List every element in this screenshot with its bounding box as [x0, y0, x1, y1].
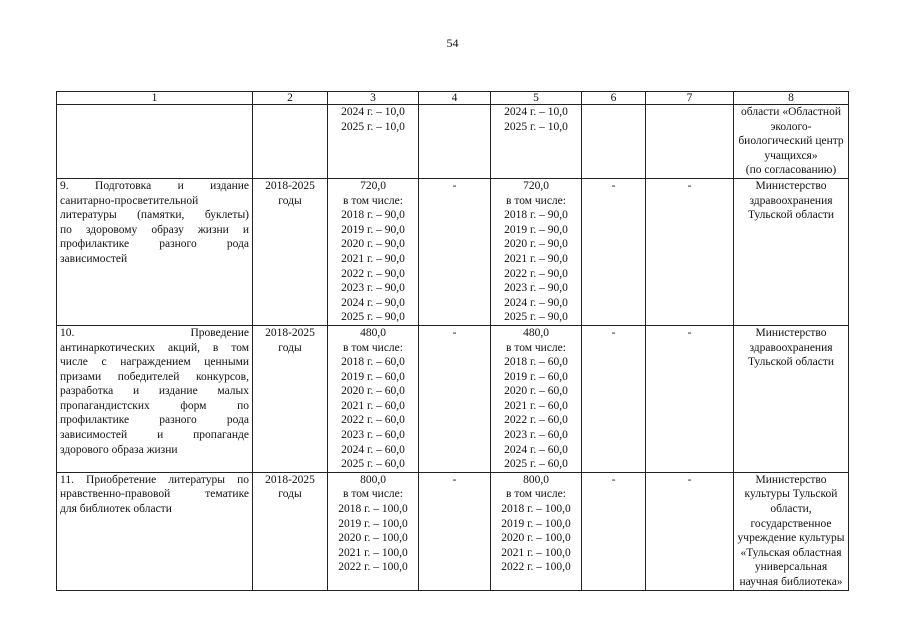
description-line: зависимостей и пропаганде [60, 429, 249, 442]
funding-line: в том числе: [506, 341, 566, 354]
regional-budget-cell [491, 472, 582, 590]
description-line: нравственно-правовой тематике [60, 488, 249, 501]
executor-line: (по согласованию) [745, 164, 837, 177]
funding-line: 2019 г. – 60,0 [504, 370, 568, 383]
funding-line: 480,0 [523, 326, 549, 339]
funding-line: 720,0 [360, 179, 386, 192]
description-line: здорового образа жизни [60, 443, 178, 456]
description-line: 10. Проведение [60, 326, 249, 339]
table-row [57, 472, 849, 590]
funding-line: 2022 г. – 60,0 [341, 414, 405, 427]
column-header: 5 [491, 92, 582, 105]
funding-line: 2022 г. – 100,0 [501, 561, 571, 574]
funding-line: 2025 г. – 90,0 [504, 311, 568, 324]
executor-line: здравоохранения [749, 194, 833, 207]
description-line: антинаркотических акций, в том [60, 341, 249, 354]
column-header: 7 [646, 92, 734, 105]
funding-line: 2020 г. – 60,0 [341, 385, 405, 398]
executor-line: Министерство [755, 326, 827, 339]
description-line: профилактике разного рода [60, 238, 249, 251]
funding-line: 2021 г. – 60,0 [341, 399, 405, 412]
activity-description [57, 178, 253, 325]
funding-line: 2025 г. – 10,0 [504, 120, 568, 133]
column-header: 8 [734, 92, 849, 105]
description-line: 11. Приобретение литературы по [60, 473, 249, 486]
description-line: для библиотек области [60, 503, 172, 516]
funding-line: 2023 г. – 90,0 [341, 282, 405, 295]
funding-line: в том числе: [506, 488, 566, 501]
funding-line: 2018 г. – 90,0 [504, 209, 568, 222]
executor-line: учреждение культуры [737, 532, 845, 545]
municipal-budget-cell: - [582, 325, 646, 472]
funding-line: 2021 г. – 100,0 [501, 546, 571, 559]
regional-budget-cell [491, 105, 582, 179]
executor-line: области, [770, 503, 812, 516]
federal-budget-cell: - [419, 178, 491, 325]
description-line: числе с награждением ценными [60, 356, 249, 369]
executor-cell [734, 472, 849, 590]
executor-line: Тульской области [747, 356, 834, 369]
funding-line: 2022 г. – 90,0 [341, 267, 405, 280]
executor-line: Тульской области [747, 209, 834, 222]
column-header: 4 [419, 92, 491, 105]
funding-line: 2025 г. – 90,0 [341, 311, 405, 324]
executor-line: культуры Тульской [744, 488, 838, 501]
municipal-budget-cell: - [582, 472, 646, 590]
funding-line: 2020 г. – 100,0 [338, 532, 408, 545]
funding-line: 2022 г. – 60,0 [504, 414, 568, 427]
funding-line: 2021 г. – 90,0 [341, 252, 405, 265]
funding-line: 2024 г. – 90,0 [341, 296, 405, 309]
description-line: призами победителей конкурсов, [60, 370, 249, 383]
funding-line: в том числе: [343, 341, 403, 354]
funding-line: 2019 г. – 100,0 [501, 517, 571, 530]
activity-description [57, 472, 253, 590]
funding-line: в том числе: [343, 488, 403, 501]
funding-line: 2020 г. – 60,0 [504, 385, 568, 398]
municipal-budget-cell [582, 105, 646, 179]
executor-line: Министерство [755, 473, 827, 486]
funding-line: 2023 г. – 90,0 [504, 282, 568, 295]
extra-budget-cell: - [646, 325, 734, 472]
funding-line: 2025 г. – 60,0 [341, 458, 405, 471]
funding-line: 720,0 [523, 179, 549, 192]
funding-line: 2023 г. – 60,0 [504, 429, 568, 442]
funding-line: 800,0 [523, 473, 549, 486]
federal-budget-cell: - [419, 472, 491, 590]
funding-line: 2021 г. – 60,0 [504, 399, 568, 412]
table-row [57, 178, 849, 325]
description-line: литературы (памятки, буклеты) [60, 209, 249, 222]
funding-line: 2024 г. – 60,0 [504, 443, 568, 456]
funding-line: 2018 г. – 100,0 [501, 503, 571, 516]
funding-line: 2024 г. – 60,0 [341, 443, 405, 456]
period-cell: 2018-2025 годы [253, 178, 328, 325]
period-cell: 2018-2025 годы [253, 325, 328, 472]
executor-line: учащихся» [764, 149, 818, 162]
description-line: зависимостей [60, 252, 128, 265]
executor-line: биологический центр [738, 135, 844, 148]
funding-line: 480,0 [360, 326, 386, 339]
executor-line: области «Областной [741, 106, 841, 118]
funding-line: 2018 г. – 90,0 [341, 209, 405, 222]
funding-line: 2022 г. – 100,0 [338, 561, 408, 574]
municipal-budget-cell: - [582, 178, 646, 325]
extra-budget-cell [646, 105, 734, 179]
column-header: 2 [253, 92, 328, 105]
funding-line: 2022 г. – 90,0 [504, 267, 568, 280]
funding-line: 2025 г. – 10,0 [341, 120, 405, 133]
funding-line: 2020 г. – 100,0 [501, 532, 571, 545]
executor-line: Министерство [755, 179, 827, 192]
activity-description [57, 105, 253, 179]
executor-cell [734, 178, 849, 325]
executor-cell [734, 105, 849, 179]
executor-line: здравоохранения [749, 341, 833, 354]
funding-line: в том числе: [343, 194, 403, 207]
regional-budget-cell [491, 325, 582, 472]
funding-line: 2020 г. – 90,0 [341, 238, 405, 251]
description-line: 9. Подготовка и издание [60, 179, 249, 192]
funding-line: 2018 г. – 100,0 [338, 503, 408, 516]
description-line: профилактике разного рода [60, 414, 249, 427]
executor-cell [734, 325, 849, 472]
table-row [57, 105, 849, 179]
description-line: разработка и издание малых [60, 385, 249, 398]
funding-line: 2018 г. – 60,0 [341, 356, 405, 369]
funding-line: 2021 г. – 100,0 [338, 546, 408, 559]
page-number: 54 [446, 36, 459, 50]
program-table [56, 91, 849, 591]
funding-line: 2018 г. – 60,0 [504, 356, 568, 369]
funding-line: 2019 г. – 90,0 [341, 223, 405, 236]
extra-budget-cell: - [646, 178, 734, 325]
period-cell [253, 105, 328, 179]
description-line: пропагандистских форм по [60, 399, 249, 412]
funding-line: 2020 г. – 90,0 [504, 238, 568, 251]
column-header: 6 [582, 92, 646, 105]
regional-budget-cell [491, 178, 582, 325]
description-line: по здоровому образу жизни и [60, 223, 249, 236]
funding-line: 800,0 [360, 473, 386, 486]
funding-line: 2021 г. – 90,0 [504, 252, 568, 265]
funding-line: в том числе: [506, 194, 566, 207]
table-row [57, 325, 849, 472]
extra-budget-cell: - [646, 472, 734, 590]
funding-line: 2025 г. – 60,0 [504, 458, 568, 471]
federal-budget-cell: - [419, 325, 491, 472]
funding-line: 2024 г. – 10,0 [504, 106, 568, 118]
funding-line: 2019 г. – 100,0 [338, 517, 408, 530]
description-line: санитарно-просветительной [60, 194, 199, 207]
period-cell: 2018-2025 годы [253, 472, 328, 590]
total-funding-cell [328, 325, 419, 472]
total-funding-cell [328, 105, 419, 179]
executor-line: «Тульская областная [740, 546, 842, 559]
funding-line: 2024 г. – 90,0 [504, 296, 568, 309]
column-header: 3 [328, 92, 419, 105]
federal-budget-cell [419, 105, 491, 179]
funding-line: 2024 г. – 10,0 [341, 106, 405, 118]
column-header: 1 [57, 92, 253, 105]
total-funding-cell [328, 472, 419, 590]
executor-line: универсальная [754, 561, 828, 574]
funding-line: 2019 г. – 60,0 [341, 370, 405, 383]
executor-line: эколого- [770, 120, 812, 133]
executor-line: научная библиотека» [739, 576, 843, 588]
column-number-row [57, 92, 849, 105]
funding-line: 2019 г. – 90,0 [504, 223, 568, 236]
activity-description [57, 325, 253, 472]
total-funding-cell [328, 178, 419, 325]
funding-line: 2023 г. – 60,0 [341, 429, 405, 442]
executor-line: государственное [750, 517, 832, 530]
